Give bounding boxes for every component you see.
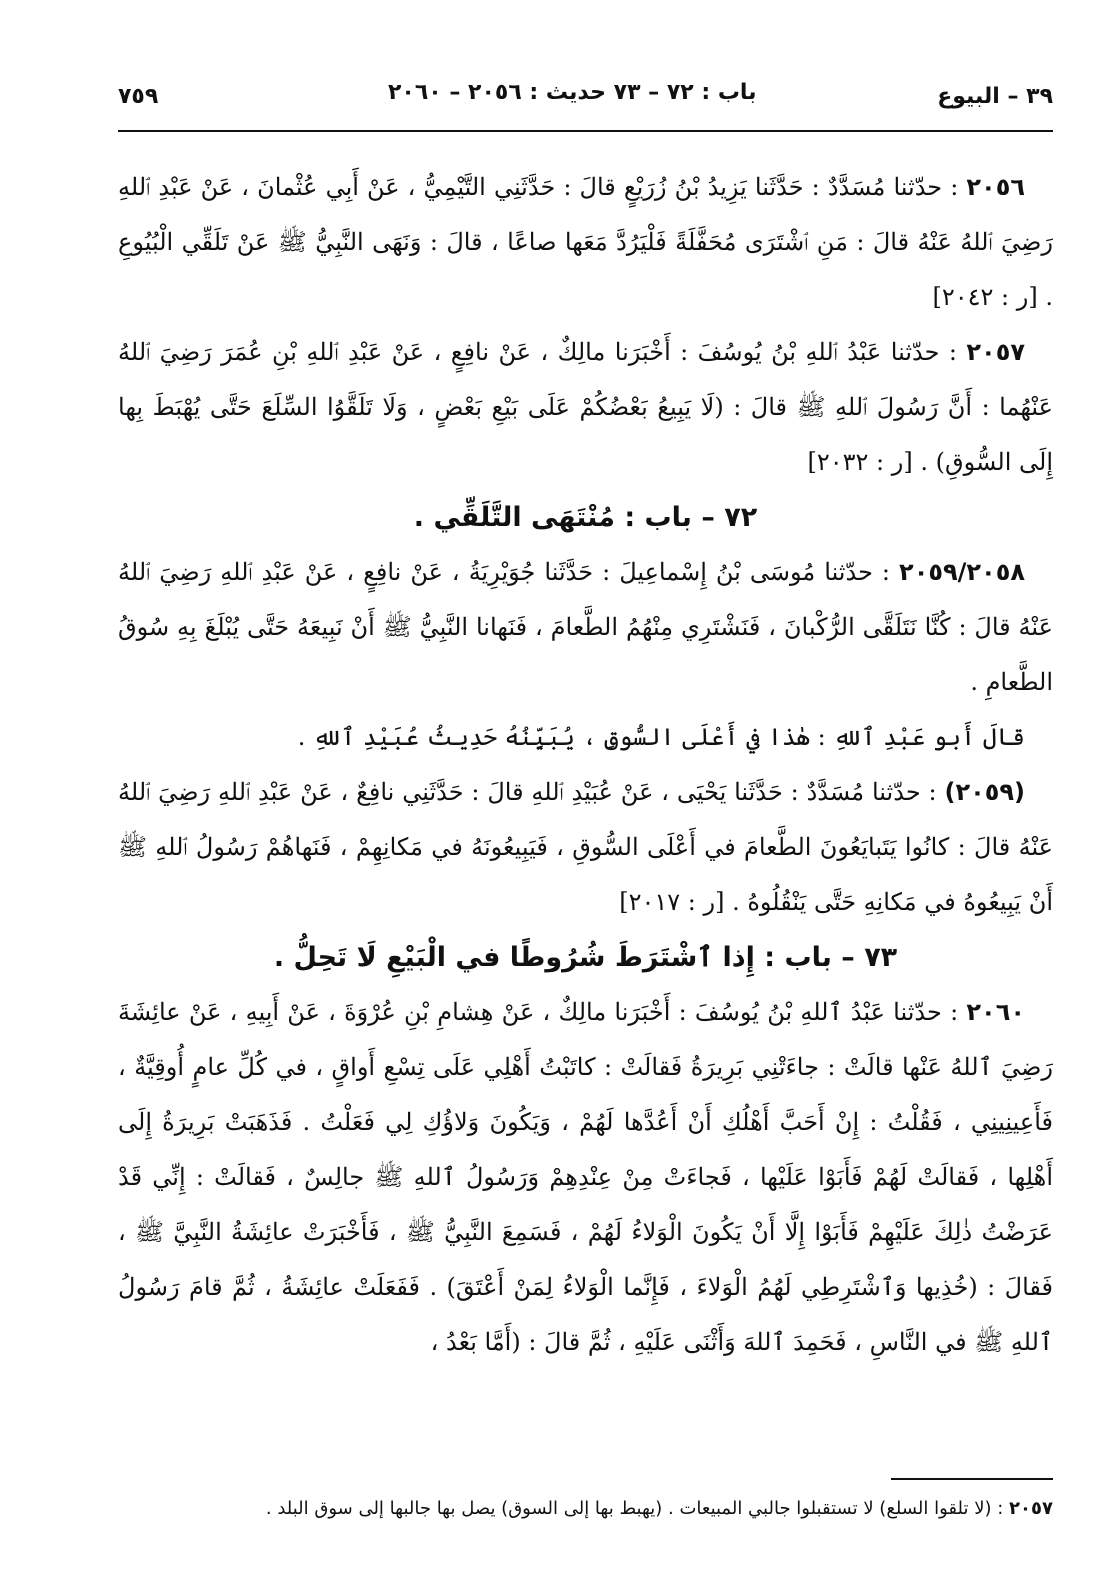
- cross-reference: [ر : ٢٠٤٢]: [932, 283, 1038, 311]
- hadith-2058: [118, 545, 1053, 710]
- hadith-2057: [118, 325, 1053, 490]
- footnote-divider: [891, 1478, 1053, 1480]
- chapter-heading-72: ٧٢ – باب : مُنْتَهَى التَّلَقِّي .: [413, 502, 758, 533]
- page-body: [118, 160, 1053, 1370]
- page-header: [118, 76, 1053, 116]
- header-divider: [118, 130, 1053, 132]
- hadith-2059: [118, 765, 1053, 930]
- hadith-text: : حدّثنا مُسَدَّدٌ : حَدَّثَنا يَزِيدُ بْنُ زُرَيْعٍ قالَ : حَدَّثَنِي التَّيْمِيُّ ، عَنْ أَبِي عُثْمانَ ، عَنْ عَبْدِ ٱللهِ رَضِيَ ٱللهُ عَنْهُ قالَ : مَنِ ٱشْتَرَى مُحَفَّلَةً فَلْيَرُدَّ مَعَها صاعًا ، قالَ : وَنَهَى النَّبِيُّ ﷺ عَنْ تَلَقِّي الْبُيُوعِ .: [118, 173, 1053, 311]
- chapter-heading-73: ٧٣ – باب : إِذا ٱشْتَرَطَ شُرُوطًا في الْبَيْعِ لَا تَحِلُّ .: [273, 942, 898, 973]
- hadith-text: : حدّثنا مُوسَى بْنُ إِسْماعِيلَ : حَدَّثَنا جُوَيْرِيَةُ ، عَنْ نافِعٍ ، عَنْ عَبْدِ ٱللهِ رَضِيَ ٱللهُ عَنْهُ قالَ : كُنَّا نَتَلَقَّى الرُّكْبانَ ، فَنَشْتَرِي مِنْهُمُ الطَّعامَ ، فَنَهانا النَّبِيُّ ﷺ أَنْ نَبِيعَهُ حَتَّى يُبْلَغَ بِهِ سُوقُ الطَّعامِ .: [118, 558, 1053, 696]
- hadith-2060: [118, 985, 1053, 1370]
- book-section-title: ٣٩ – البيوع: [937, 83, 1053, 109]
- hadith-number: ٢٠٥٧: [966, 338, 1025, 366]
- hadith-number: ٢٠٥٩/٢٠٥٨: [899, 558, 1025, 586]
- page-number: ٧٥٩: [118, 83, 159, 109]
- footnote-number: ٢٠٥٧: [1009, 1498, 1053, 1519]
- chapter-hadith-range: باب : ٧٢ – ٧٣ حديث : ٢٠٥٦ – ٢٠٦٠: [388, 80, 757, 105]
- cross-reference: [ر : ٢٠١٧]: [619, 888, 725, 916]
- hadith-text: : حدّثنا مُسَدَّدٌ : حَدَّثَنا يَحْيَى ، عَنْ عُبَيْدِ ٱللهِ قالَ : حَدَّثَنِي نافِعٌ ، عَنْ عَبْدِ ٱللهِ رَضِيَ ٱللهُ عَنْهُ قالَ : كانُوا يَتَبايَعُونَ الطَّعامَ في أَعْلَى السُّوقِ ، فَيَبِيعُونَهُ في مَكانِهِمْ ، فَنَهاهُمْ رَسُولُ ٱللهِ ﷺ أَنْ يَبِيعُوهُ في مَكانِهِ حَتَّى يَنْقُلُوهُ .: [118, 778, 1053, 916]
- hadith-number: (٢٠٥٩): [944, 778, 1025, 806]
- hadith-number: ٢٠٦٠: [966, 998, 1025, 1026]
- abu-abdullah-note: قالَ أَبو عَبْدِ ٱللهِ : هٰذا في أَعْلَى السُّوقِ ، يُبَيِّنُهُ حَدِيثُ عُبَيْدِ ٱللهِ .: [297, 723, 1025, 751]
- footnote-text: : (لا تلقوا السلع) لا تستقبلوا جالبي المبيعات . (يهبط بها إلى السوق) يصل بها جالبها إلى سوق البلد .: [265, 1498, 1004, 1519]
- hadith-text: : حدّثنا عَبْدُ ٱللهِ بْنُ يُوسُفَ : أَخْبَرَنا مالِكٌ ، عَنْ نافِعٍ ، عَنْ عَبْدِ ٱللهِ بْنِ عُمَرَ رَضِيَ ٱللهُ عَنْهُما : أَنَّ رَسُولَ ٱللهِ ﷺ قالَ : (لَا يَبِيعُ بَعْضُكُمْ عَلَى بَيْعِ بَعْضٍ ، وَلَا تَلَقَّوُا السِّلَعَ حَتَّى يُهْبَطَ بِها إِلَى السُّوقِ) .: [118, 338, 1053, 476]
- hadith-2056: [118, 160, 1053, 325]
- cross-reference: [ر : ٢٠٣٢]: [807, 448, 913, 476]
- hadith-number: ٢٠٥٦: [966, 173, 1025, 201]
- hadith-text: : حدّثنا عَبْدُ ٱللهِ بْنُ يُوسُفَ : أَخْبَرَنا مالِكٌ ، عَنْ هِشامِ بْنِ عُرْوَةَ ، عَنْ أَبِيهِ ، عَنْ عائِشَةَ رَضِيَ ٱللهُ عَنْها قالَتْ : جاءَتْنِي بَرِيرَةُ فَقالَتْ : كاتَبْتُ أَهْلِي عَلَى تِسْعِ أَواقٍ ، في كُلِّ عامٍ أُوقِيَّةٌ ، فَأَعِينِينِي ، فَقُلْتُ : إِنْ أَحَبَّ أَهْلُكِ أَنْ أَعُدَّها لَهُمْ ، وَيَكُونَ وَلاؤُكِ لِي فَعَلْتُ . فَذَهَبَتْ بَرِيرَةُ إِلَى أَهْلِها ، فَقالَتْ لَهُمْ فَأَبَوْا عَلَيْها ، فَجاءَتْ مِنْ عِنْدِهِمْ وَرَسُولُ ٱللهِ ﷺ جالِسٌ ، فَقالَتْ : إِنِّي قَدْ عَرَضْتُ ذٰلِكَ عَلَيْهِمْ فَأَبَوْا إِلَّا أَنْ يَكُونَ الْوَلاءُ لَهُمْ ، فَسَمِعَ النَّبِيُّ ﷺ ، فَأَخْبَرَتْ عائِشَةُ النَّبِيَّ ﷺ ، فَقالَ : (خُذِيها وَٱشْتَرِطِي لَهُمُ الْوَلاءَ ، فَإِنَّما الْوَلاءُ لِمَنْ أَعْتَقَ) . فَفَعَلَتْ عائِشَةُ ، ثُمَّ قامَ رَسُولُ ٱللهِ ﷺ في النَّاسِ ، فَحَمِدَ ٱللهَ وَأَثْنَى عَلَيْهِ ، ثُمَّ قالَ : (أَمَّا بَعْدُ ،: [118, 998, 1053, 1356]
- footnote: [118, 1494, 1053, 1524]
